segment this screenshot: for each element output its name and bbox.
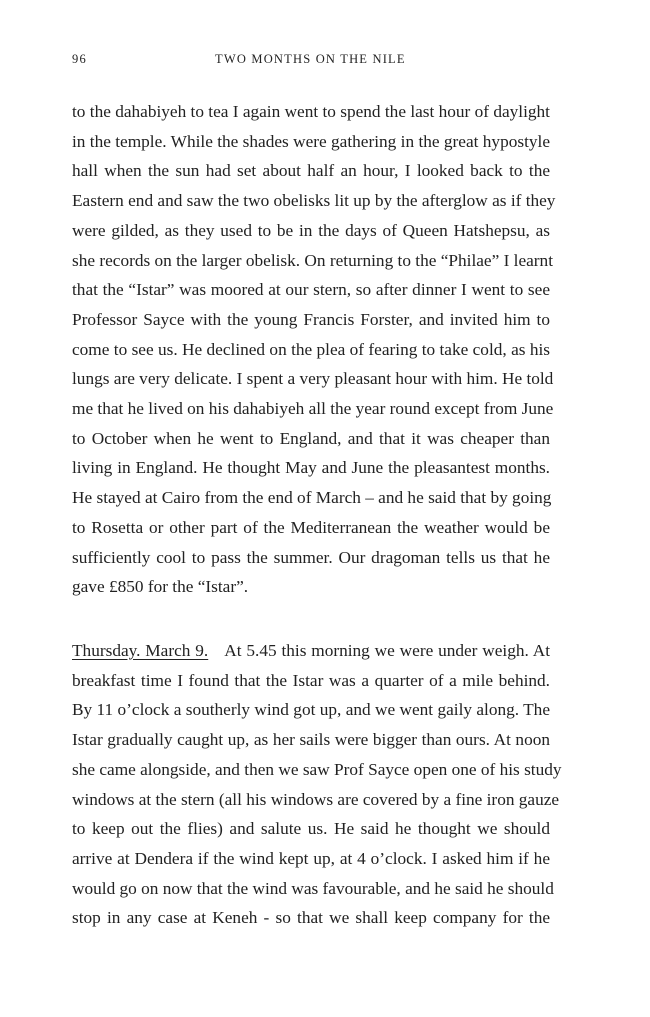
text-line: Istar gradually caught up, as her sails were bigger than ours. At noon	[72, 730, 550, 750]
text-line: to October when he went to England, and that it was cheaper than	[72, 428, 550, 448]
text-line: come to see us. He declined on the plea of fearing to take cold, as his	[72, 339, 550, 359]
text-line: she records on the larger obelisk. On returning to the “Philae” I learnt	[72, 250, 553, 270]
running-title: TWO MONTHS ON THE NILE	[215, 52, 406, 66]
text-line: Eastern end and saw the two obelisks lit up by the afterglow as if they	[72, 191, 556, 211]
running-header	[72, 52, 550, 70]
text-line: to Rosetta or other part of the Mediterranean the weather would be	[72, 517, 550, 537]
text-line: By 11 o’clock a southerly wind got up, and we went gaily along. The	[72, 700, 550, 720]
text-line: arrive at Dendera if the wind kept up, at 4 o’clock. I asked him if he	[72, 848, 550, 868]
date-heading: Thursday. March 9.	[72, 641, 209, 660]
text-line: windows at the stern (all his windows are covered by a fine iron gauze	[72, 789, 560, 809]
text-line: were gilded, as they used to be in the days of Queen Hatshepsu, as	[72, 220, 550, 240]
text-line: living in England. He thought May and June the pleasantest months.	[72, 458, 550, 478]
text-line: sufficiently cool to pass the summer. Our dragoman tells us that he	[72, 547, 550, 567]
text-line: Professor Sayce with the young Francis Forster, and invited him to	[72, 309, 550, 329]
text-line: me that he lived on his dahabiyeh all the year round except from June	[72, 399, 554, 419]
text-line-first	[72, 636, 550, 666]
text-line: would go on now that the wind was favourable, and he said he should	[72, 878, 554, 898]
page-number: 96	[72, 52, 87, 66]
text-line: to the dahabiyeh to tea I again went to spend the last hour of daylight	[72, 102, 550, 121]
text-line: to keep out the flies) and salute us. He said he thought we should	[72, 819, 550, 839]
text-line: stop in any case at Keneh - so that we shall keep company for the	[72, 908, 550, 928]
text-line: lungs are very delicate. I spent a very pleasant hour with him. He told	[72, 369, 554, 389]
text-line: hall when the sun had set about half an hour, I looked back to the	[72, 161, 550, 181]
text-line: she came alongside, and then we saw Prof Sayce open one of his study	[72, 759, 562, 779]
paragraph-1	[72, 97, 556, 602]
text-line: gave £850 for the “Istar”.	[72, 577, 249, 597]
text-line: in the temple. While the shades were gathering in the great hypostyle	[72, 131, 550, 151]
text-line: breakfast time I found that the Istar was a quarter of a mile behind.	[72, 670, 550, 690]
text-line: He stayed at Cairo from the end of March – and he said that by going	[72, 488, 552, 508]
first-line-text: At 5.45 this morning we were under weigh. At	[224, 641, 551, 660]
paragraph-2	[72, 636, 562, 933]
text-line: that the “Istar” was moored at our stern, so after dinner I went to see	[72, 280, 550, 300]
